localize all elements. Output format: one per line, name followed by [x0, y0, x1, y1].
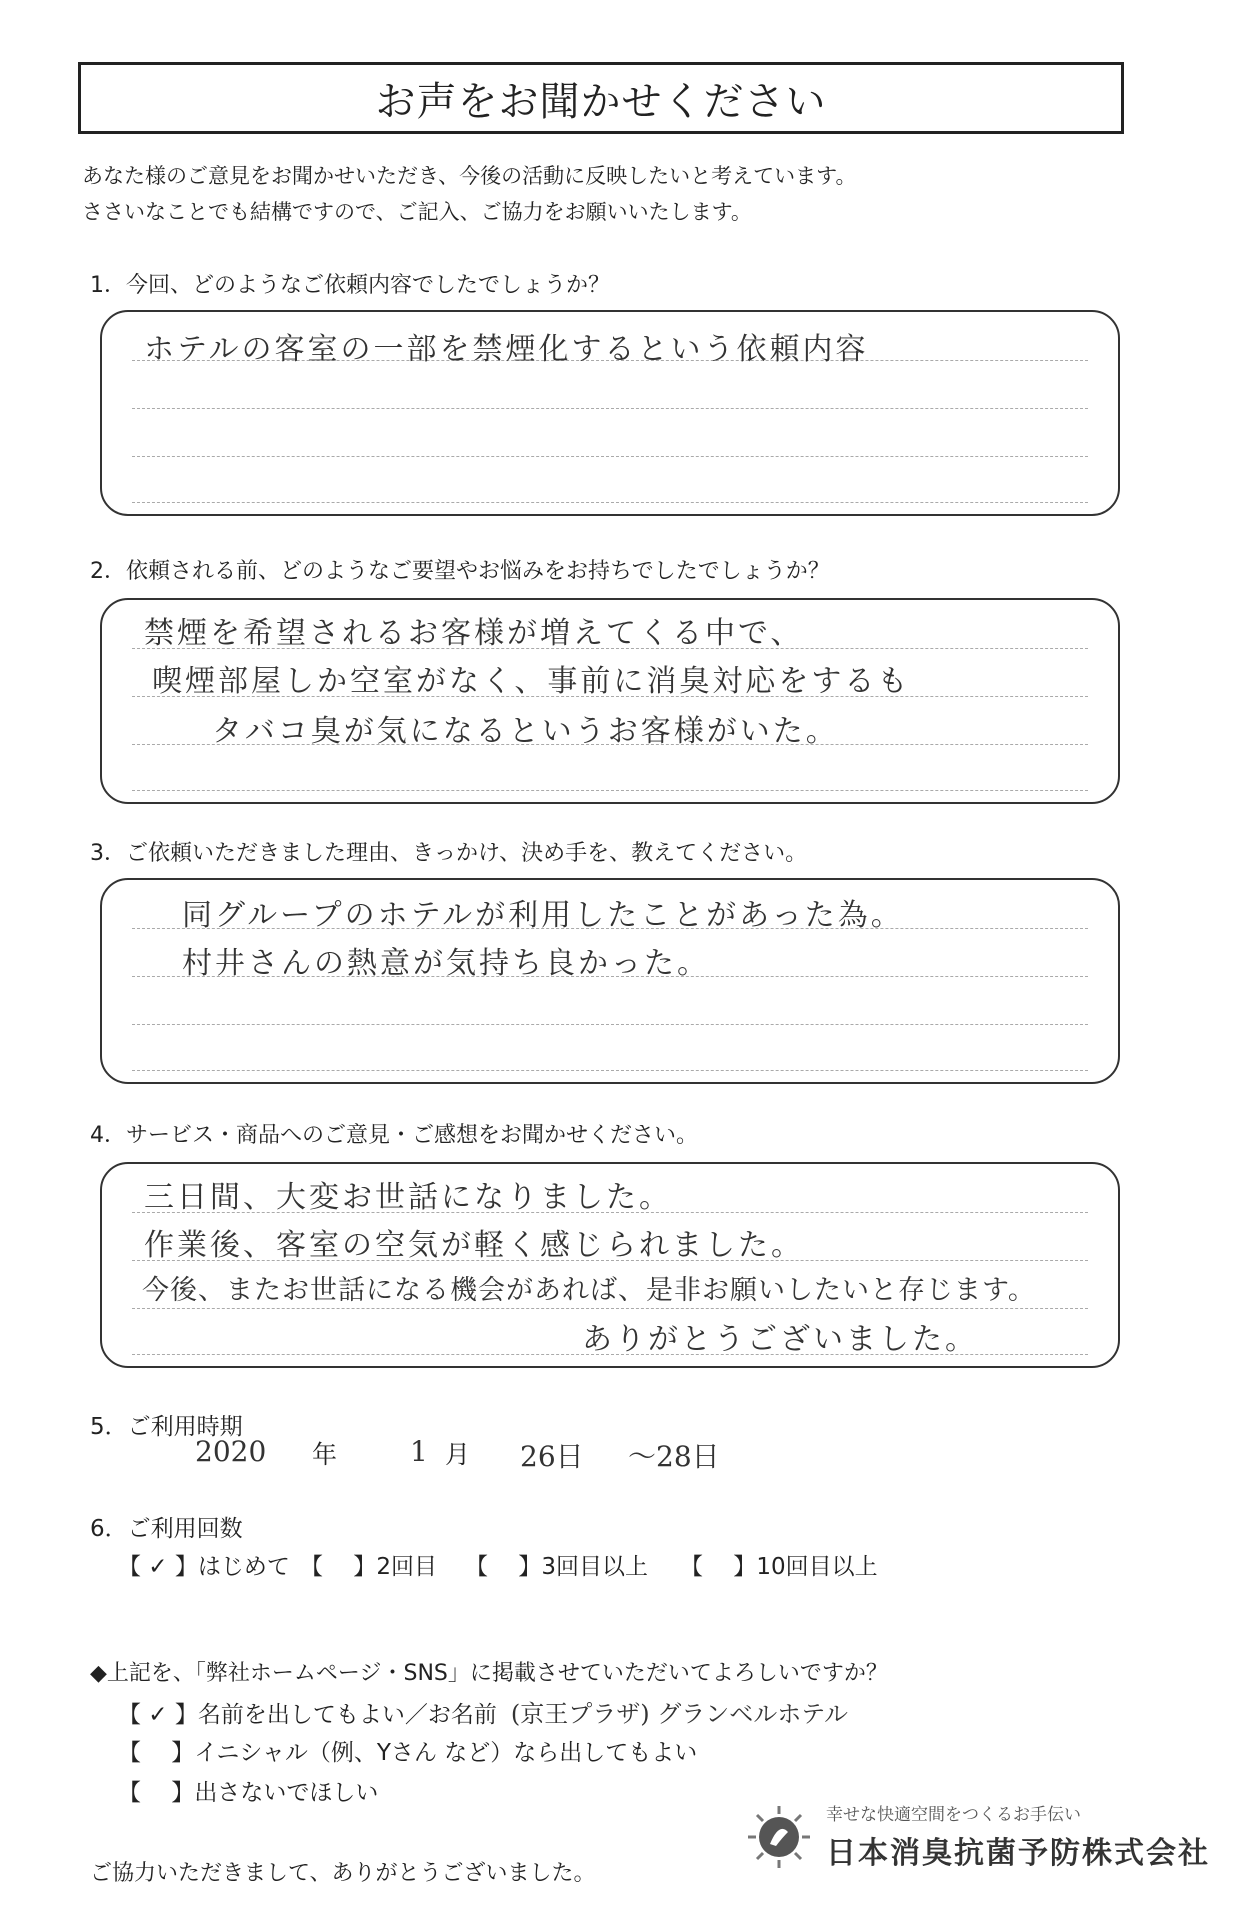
usage-month: 1 [410, 1435, 428, 1468]
checkbox-checked[interactable]: 【 ✓ 】 [118, 1554, 198, 1580]
question-2-label: 2．依頼される前、どのようなご要望やお悩みをお持ちでしたでしょうか？ [90, 559, 830, 584]
checkbox[interactable]: 【 】 [680, 1554, 757, 1580]
count-option-third[interactable]: 【 】3回目以上 [465, 1554, 648, 1580]
intro-line-2: ささいなことでも結構ですので、ご記入、ご協力をお願いいたします。 [82, 200, 752, 224]
usage-year: 2020 [195, 1435, 267, 1468]
question-4-label: 4．サービス・商品へのご意見・ご感想をお聞かせください。 [90, 1123, 698, 1148]
thanks-message: ご協力いただきまして、ありがとうございました。 [90, 1861, 596, 1886]
answer-4-line-1: 三日間、大変お世話になりました。 [144, 1180, 672, 1215]
question-5-label: 5．ご利用時期 [90, 1414, 243, 1440]
intro-line-1: あなた様のご意見をお聞かせいただき、今後の活動に反映したいと考えています。 [82, 164, 857, 188]
count-option-first[interactable]: 【 ✓ 】はじめて [118, 1554, 290, 1580]
company-name: 日本消臭抗菌予防株式会社 [826, 1836, 1210, 1871]
answer-1-line-1: ホテルの客室の一部を禁煙化するという依頼内容 [144, 332, 869, 367]
publish-option-initial[interactable]: 【 】イニシャル（例、Yさん など）なら出してもよい [118, 1740, 698, 1766]
publish-option-name[interactable]: 【 ✓ 】名前を出してもよい／お名前 (京王プラザ) グランベルホテル [118, 1700, 849, 1728]
answer-box-1 [100, 310, 1120, 516]
count-option-second[interactable]: 【 】2回目 [300, 1554, 437, 1580]
answer-2-line-2: 喫煙部屋しか空室がなく、事前に消臭対応をするも [152, 664, 911, 699]
answer-4-line-2: 作業後、客室の空気が軽く感じられました。 [144, 1228, 804, 1263]
answer-3-line-1: 同グループのホテルが利用したことがあった為。 [182, 898, 904, 933]
answer-box-2 [100, 598, 1120, 804]
answer-2-line-1: 禁煙を希望されるお客様が増えてくる中で、 [144, 616, 804, 651]
form-title: お声をお聞かせください [78, 62, 1124, 134]
checkbox-checked[interactable]: 【 ✓ 】 [118, 1702, 198, 1728]
usage-month-unit: 月 [445, 1440, 471, 1469]
company-logo-icon [746, 1804, 812, 1870]
company-block [746, 1800, 1226, 1880]
company-tagline: 幸せな快適空間をつくるお手伝い [826, 1805, 1081, 1825]
checkbox[interactable]: 【 】 [118, 1780, 195, 1806]
question-1-label: 1．今回、どのようなご依頼内容でしたでしょうか？ [90, 273, 610, 298]
answer-4-line-4: ありがとうございました。 [582, 1322, 978, 1357]
answer-box-3 [100, 878, 1120, 1084]
answer-2-line-3: タバコ臭が気になるというお客様がいた。 [212, 714, 839, 749]
usage-day-to: ～28日 [628, 1440, 720, 1473]
count-option-tenth[interactable]: 【 】10回目以上 [680, 1554, 878, 1580]
checkbox[interactable]: 【 】 [118, 1740, 195, 1766]
publish-option-none[interactable]: 【 】出さないでほしい [118, 1780, 379, 1806]
answer-4-line-3: 今後、またお世話になる機会があれば、是非お願いしたいと存じます。 [142, 1275, 1036, 1306]
usage-day-from: 26日 [520, 1440, 584, 1473]
answer-3-line-2: 村井さんの熱意が気持ち良かった。 [182, 946, 710, 981]
publish-question: ◆上記を、「弊社ホームページ・SNS」に掲載させていただいてよろしいですか？ [90, 1661, 888, 1686]
usage-year-unit: 年 [312, 1440, 338, 1469]
publish-name-value: (京王プラザ) グランベルホテル [510, 1700, 849, 1728]
question-6-label: 6．ご利用回数 [90, 1516, 243, 1542]
checkbox[interactable]: 【 】 [465, 1554, 542, 1580]
question-3-label: 3．ご依頼いただきました理由、きっかけ、決め手を、教えてください。 [90, 841, 808, 866]
checkbox[interactable]: 【 】 [300, 1554, 377, 1580]
answer-box-4 [100, 1162, 1120, 1368]
